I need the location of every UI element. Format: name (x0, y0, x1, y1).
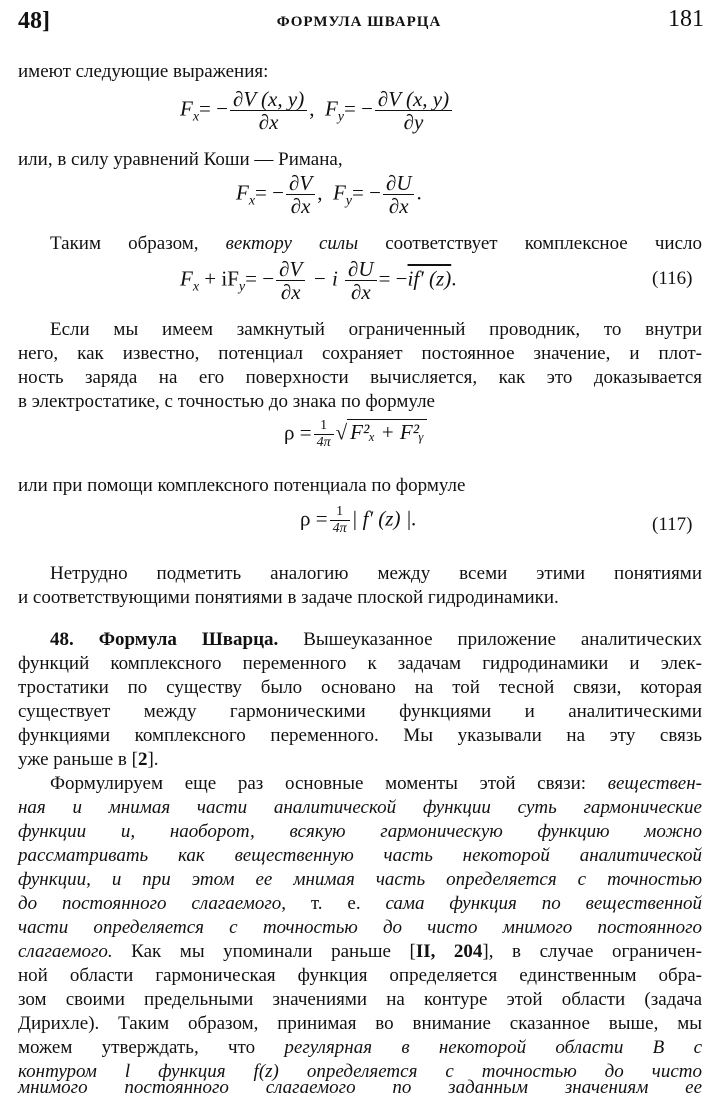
text-line: или, в силу уравнений Коши — Римана, (18, 149, 343, 170)
text-line: мнимого постоянного слагаемого по заданным значениям ее (18, 1077, 702, 1098)
text-line: и соответствующими понятиями в задаче плоской гидродинамики. (18, 587, 559, 608)
text-line: ность заряда на его поверхности вычисляется, как это доказывается (18, 367, 702, 388)
formula-117: ρ = $\frac{1}{4\pi}$ | f′ (z) |. (300, 504, 417, 536)
page-number: 181 (668, 6, 704, 32)
text-line: части определяется с точностью до чисто мнимого постоянного (18, 917, 702, 938)
text-line: функций комплексного переменного к задачам гидродинамики и элек- (18, 653, 702, 674)
text-line: уже раньше в [2]. (18, 749, 159, 770)
formula-cauchy-riemann: $F_x=$ − $\frac{\partial V}{\partial x}$ , $F_y=$ − $\frac{\partial U}{\partial x}$ . (236, 171, 422, 218)
text-line: имеют следующие выражения: (18, 61, 269, 82)
section-number: 48] (18, 8, 50, 34)
text-line: ная и мнимая части аналитической функции суть гармонические (18, 797, 702, 818)
text-line: рассматривать как вещественную часть некоторой аналитической (18, 845, 702, 866)
text-line: слагаемого. Как мы упоминали раньше [II, 204], в случае ограничен- (18, 941, 702, 962)
running-title: ФОРМУЛА ШВАРЦА (276, 14, 442, 30)
text-line: в электростатике, с точностью до знака по формуле (18, 391, 435, 412)
text-line: Нетрудно подметить аналогию между всеми этими понятиями (50, 563, 702, 584)
text-line: ной области гармоническая функция определяется единственным обра- (18, 965, 702, 986)
text-line: существует между гармоническими функциями и аналитическими (18, 701, 702, 722)
equation-number: (116) (652, 268, 693, 289)
text-line: до постоянного слагаемого, т. е. сама функция по вещественной (18, 893, 702, 914)
text-line: Если мы имеем замкнутый ограниченный проводник, то внутри (50, 319, 702, 340)
text-line: тростатики по существу было основано на той тесной связи, которая (18, 677, 702, 698)
equation-number: (117) (652, 514, 693, 535)
text-line: него, как известно, потенциал сохраняет постоянное значение, и плот- (18, 343, 702, 364)
formula-charge-density: ρ = $\frac{1}{4\pi}$ √ F²ₓ + F²ᵧ (284, 418, 427, 451)
text-line: Дирихле). Таким образом, принимая во внимание сказанное выше, мы (18, 1013, 702, 1034)
text-line: можем утверждать, что регулярная в некоторой области B с (18, 1037, 702, 1058)
section-heading: 48. Формула Шварца. (50, 629, 279, 650)
text-line: Формулируем еще раз основные моменты этой связи: веществен- (50, 773, 702, 794)
text-line: функции и, наоборот, всякую гармоническую функцию можно (18, 821, 702, 842)
text-line: контуром l функция f(z) определяется с точностью до чисто (18, 1061, 702, 1082)
section-heading-line: 48. Формула Шварца. Вышеуказанное приложение аналитических (50, 629, 702, 650)
text-line: функциями комплексного переменного. Мы указывали на эту связь (18, 725, 702, 746)
text-line: Таким образом, вектору силы соответствует комплексное число (50, 233, 702, 254)
text-line: зом своими предельными значениями на контуре этой области (задача (18, 989, 702, 1010)
formula-116: $F_x + iF_y=$ − $\frac{\partial V}{\partial x}$ − i $\frac{\partial U}{\partial x}$ = −if′ (z). (180, 257, 457, 304)
text-line: или при помощи комплексного потенциала по формуле (18, 475, 466, 496)
formula-force-components: $F_x=$ − $\frac{\partial V (x, y)}{\partial x}$ , $F_y=$ − $\frac{\partial V (x, y)}{\partial y}$ (180, 88, 454, 133)
text-line: функции, и при этом ее мнимая часть определяется с точностью (18, 869, 702, 890)
